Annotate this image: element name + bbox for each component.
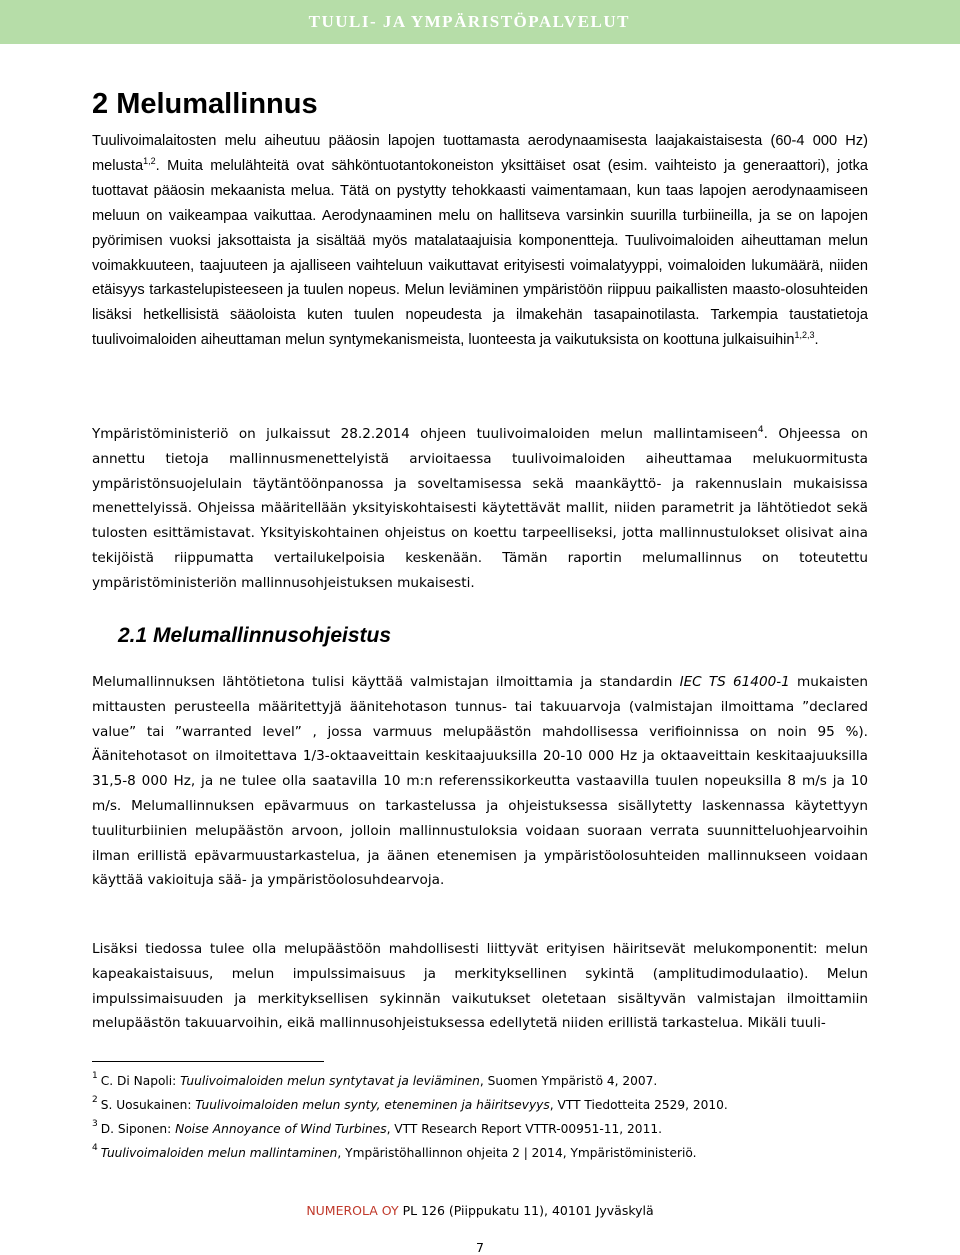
section-title: Melumallinnus [116, 88, 318, 120]
footnote-source: , Suomen Ympäristö 4, 2007. [479, 1074, 658, 1088]
p1-text-b: . Muita melulähteitä ovat sähköntuotantokoneiston yksittäiset osat (esim. vaihteisto ja generaattori), jotka tuottavat pääosin mekaanista melua. Tätä on pystytty tehokkaasti vaimentamaan, kun taas lapojen aerodynaamiseen meluun on vaikeampaa vaikuttaa. Aerodynaaminen melu on hallitseva varsinkin suurilla turbiineilla, ja se on lapojen pyörimisen vuoksi jaksottaista ja sisältää myös matalataajuisia komponentteja. Tuulivoimaloiden aiheuttaman melun voimakkuuteen, taajuuteen ja ajalliseen vaihteluun vaikuttavat erityisesti voimalatyyppi, voimaloiden lukumäärä, niiden etäisyys tarkastelupisteeseen ja tuulen nopeus. Melun leviäminen ympäristöön riippuu paikallisten maasto-olosuhteiden lisäksi hetkellisistä sääoloista kuten tuulen nopeudesta ja ilmakehän tasapainotilasta. Tarkempia taustatietoja tuulivoimaloiden aiheuttaman melun syntymekanismeista, luonteesta ja vaikutuksista on koottuna julkaisuihin [92, 157, 868, 349]
section-heading [92, 88, 318, 121]
footnote-source: , VTT Research Report VTTR-00951-11, 2011. [386, 1122, 662, 1136]
paragraph-2 [92, 422, 868, 596]
footnote-author: S. Uosukainen: [100, 1098, 196, 1112]
footnote-title: Tuulivoimaloiden melun syntytavat ja leviäminen [180, 1074, 480, 1088]
footnote-author: C. Di Napoli: [100, 1074, 181, 1088]
footnote-2 [92, 1093, 892, 1117]
footnote-separator [92, 1061, 324, 1062]
paragraph-4: Lisäksi tiedossa tulee olla melupäästöön mahdollisesti liittyvät erityisen häiritsevät melukomponentit: melun kapeakaistaisuus, melun impulssimaisuus ja merkityksellinen sykintä (amplitudimodulaatio). Melun impulssimaisuuden ja merkityksellisen sykinnän vaikutukset oletetaan sisältyvän valmistajan ilmoittamiin melupäästön takuuarvoihin, eikä mallinnusohjeistuksessa edellytetä niiden erillistä tarkastelua. Mikäli tuuli- [92, 941, 868, 1032]
header-band [0, 0, 960, 44]
paragraph-1 [92, 129, 868, 353]
header-title: TUULI- JA YMPÄRISTÖPALVELUT [308, 12, 630, 31]
footnote-title: Noise Annoyance of Wind Turbines [175, 1122, 387, 1136]
footnote-source: , Ympäristöhallinnon ohjeita 2 | 2014, Ympäristöministeriö. [337, 1146, 697, 1160]
p3-standard-name: IEC TS 61400-1 [679, 674, 790, 690]
p1-footnote-ref-a: 1,2 [143, 155, 156, 166]
footnote-author: D. Siponen: [100, 1122, 176, 1136]
footnote-title: Tuulivoimaloiden melun synty, eteneminen ja häiritsevyys [195, 1098, 550, 1112]
p1-text-a: Tuulivoimalaitosten melu aiheutuu pääosin lapojen tuottamasta aerodynaamisesta laajakaistaisesta (60-4 000 Hz) melusta [92, 133, 868, 174]
subsection-heading: 2.1 Melumallinnusohjeistus [118, 624, 392, 647]
footnote-number: 3 [92, 1119, 98, 1129]
footnote-number: 1 [92, 1071, 98, 1081]
page-footer [0, 1203, 960, 1218]
p1-footnote-ref-b: 1,2,3 [794, 330, 815, 341]
p3-text-b: mukaisten mittausten perusteella määritettyjä äänitehotason tunnus- tai takuuarvoja (valmistajan ilmoittama ”declared value” tai ”warranted level” , jossa varmuus melupäästön mahdollisessa verifioinnissa on noin 95 %). Äänitehotasot on ilmoitettava 1/3-oktaaveittain keskitaajuuksilla 20-10 000 Hz ja oktaaveittain keskitaajuuksilla 31,5-8 000 Hz, ja ne tulee olla saatavilla 10 m:n referenssikorkeutta vastaavilla tuulen nopeuksilla 8 m/s ja 10 m/s. Melumallinnuksen epävarmuus on tarkastelussa ja ohjeistuksessa sisällytetty laskennassa käytettyyn tuuliturbiinien melupäästön arvoon, jolloin mallinnustuloksia voidaan suoraan verrata suunnitteluohjearvoihin ilman erillistä epävarmuustarkastelua, ja äänen etenemisen ja ympäristöolosuhteiden mallinnukseen voidaan käyttää vakioituja sää- ja ympäristöolosuhdearvoja. [92, 674, 869, 889]
footnote-1 [92, 1069, 892, 1093]
footnote-4 [92, 1141, 892, 1165]
footer-company: NUMEROLA OY [306, 1203, 399, 1218]
footer-address: PL 126 (Piippukatu 11), 40101 Jyväskylä [398, 1203, 654, 1218]
footnotes [92, 1069, 892, 1165]
footnote-3 [92, 1117, 892, 1141]
p2-text-a: Ympäristöministeriö on julkaissut 28.2.2014 ohjeen tuulivoimaloiden melun mallintamiseen [92, 426, 758, 442]
footnote-number: 2 [92, 1095, 98, 1105]
footnote-number: 4 [92, 1143, 98, 1153]
paragraph-3 [92, 670, 868, 893]
p2-footnote-ref: 4 [757, 425, 764, 435]
p3-text-a: Melumallinnuksen lähtötietona tulisi käyttää valmistajan ilmoittamia ja standardin [92, 674, 680, 690]
p2-text-b: . Ohjeessa on annettu tietoja mallinnusmenettelyistä arvioitaessa tuulivoimaloiden aiheuttamaa melukuormitusta ympäristönsuojelulain täytäntöönpanossa ja soveltamisessa sekä maankäyttö- ja rakennuslain mukaisissa menettelyissä. Ohjeissa määritellään yksityiskohtaisesti käytettävät mallit, niiden parametrit ja lähtötiedot sekä tulosten esittämistavat. Yksityiskohtainen ohjeistus on koettu tarpeelliseksi, jotta mallinnustulokset olisivat aina tekijöistä riippumatta vertailukelpoisia keskenään. Tämän raportin melumallinnus on toteutettu ympäristöministeriön mallinnusohjeistuksen mukaisesti. [92, 426, 868, 591]
p1-text-c: . [814, 332, 819, 349]
page-number: 7 [476, 1240, 484, 1255]
section-number: 2 [92, 88, 109, 120]
footnote-source: , VTT Tiedotteita 2529, 2010. [549, 1098, 728, 1112]
footnote-title: Tuulivoimaloiden melun mallintaminen [100, 1146, 338, 1160]
